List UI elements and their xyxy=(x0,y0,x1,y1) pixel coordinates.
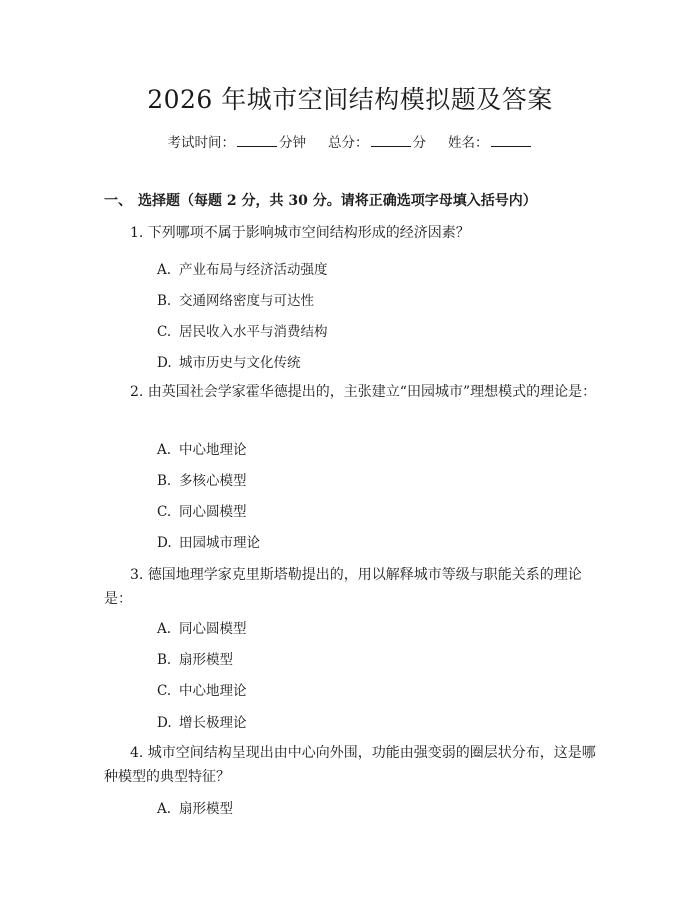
question-text: 3. 德国地理学家克里斯塔勒提出的，用以解释城市等级与职能关系的理论是： xyxy=(104,567,582,607)
option-text: 交通网络密度与可达性 xyxy=(179,293,314,309)
option-letter: C. xyxy=(157,324,172,340)
option-letter: D. xyxy=(157,355,172,371)
option-1d xyxy=(157,351,301,371)
option-letter: C. xyxy=(157,683,172,699)
option-2c xyxy=(157,500,247,520)
question-4 xyxy=(104,741,600,789)
option-letter: A. xyxy=(157,801,172,817)
section-heading xyxy=(104,190,537,210)
student-name xyxy=(448,131,533,151)
score-unit: 分 xyxy=(412,135,426,151)
option-text: 中心地理论 xyxy=(179,683,247,699)
question-2 xyxy=(104,380,600,404)
option-text: 中心地理论 xyxy=(179,442,247,458)
option-text: 同心圆模型 xyxy=(179,621,247,637)
question-text: 1. 下列哪项不属于影响城市空间结构形成的经济因素？ xyxy=(130,225,470,241)
time-blank xyxy=(237,134,277,147)
name-label: 姓名： xyxy=(448,135,489,151)
document-title: 2026 年城市空间结构模拟题及答案 xyxy=(147,85,553,114)
option-4a xyxy=(157,797,233,817)
option-1a xyxy=(157,258,328,278)
option-text: 居民收入水平与消费结构 xyxy=(179,324,328,340)
option-letter: A. xyxy=(157,621,172,637)
option-3a xyxy=(157,617,247,637)
option-3b xyxy=(157,648,233,668)
question-3 xyxy=(104,563,600,611)
option-3d xyxy=(157,711,247,731)
option-text: 城市历史与文化传统 xyxy=(179,355,301,371)
section-title: 选择题（每题 2 分，共 30 分。请将正确选项字母填入括号内） xyxy=(138,193,537,209)
option-letter: B. xyxy=(157,293,172,309)
score-label: 总分： xyxy=(328,135,369,151)
exam-score xyxy=(328,131,426,151)
option-text: 增长极理论 xyxy=(179,715,247,731)
question-text: 2. 由英国社会学家霍华德提出的，主张建立“田园城市”理想模式的理论是： xyxy=(130,384,597,400)
option-2d xyxy=(157,531,260,551)
option-letter: D. xyxy=(157,715,172,731)
option-text: 产业布局与经济活动强度 xyxy=(179,262,328,278)
name-blank xyxy=(491,134,531,147)
question-1 xyxy=(104,221,600,245)
time-label: 考试时间： xyxy=(167,135,235,151)
option-letter: A. xyxy=(157,262,172,278)
option-3c xyxy=(157,679,247,699)
option-letter: B. xyxy=(157,473,172,489)
exam-meta xyxy=(0,131,700,151)
option-text: 田园城市理论 xyxy=(179,535,260,551)
option-letter: C. xyxy=(157,504,172,520)
section-number: 一、 xyxy=(104,193,132,209)
score-blank xyxy=(371,134,411,147)
option-1b xyxy=(157,289,314,309)
time-unit: 分钟 xyxy=(279,135,306,151)
option-text: 扇形模型 xyxy=(179,652,233,668)
option-letter: A. xyxy=(157,442,172,458)
exam-time xyxy=(168,131,307,151)
option-2a xyxy=(157,438,247,458)
option-2b xyxy=(157,469,247,489)
option-text: 扇形模型 xyxy=(179,801,233,817)
option-letter: B. xyxy=(157,652,172,668)
question-text: 4. 城市空间结构呈现出由中心向外围，功能由强变弱的圈层状分布，这是哪种模型的典型特征？ xyxy=(104,745,596,785)
option-text: 同心圆模型 xyxy=(179,504,247,520)
option-letter: D. xyxy=(157,535,172,551)
option-1c xyxy=(157,320,328,340)
option-text: 多核心模型 xyxy=(179,473,247,489)
